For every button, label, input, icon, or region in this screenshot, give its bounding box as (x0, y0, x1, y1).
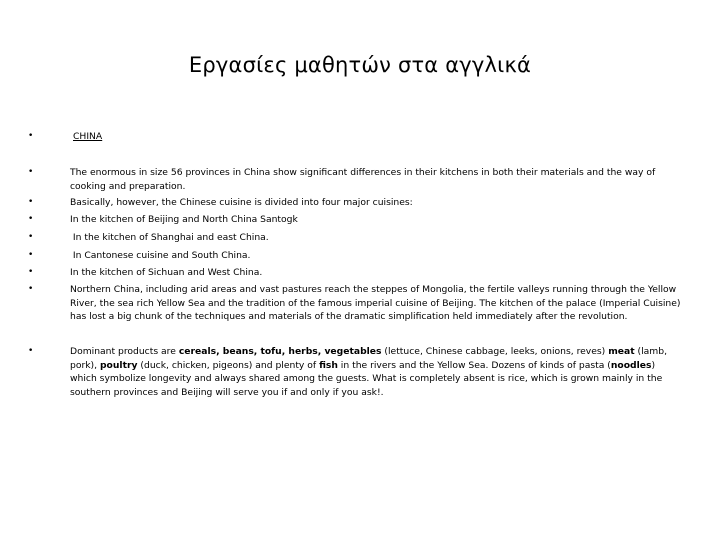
bullet-marker: • (28, 232, 34, 242)
bold-run: cereals, beans, tofu, herbs, vegetables (178, 346, 382, 357)
bold-run: fish (319, 359, 338, 371)
dominant-products-text (70, 345, 683, 399)
bullet-marker: • (28, 167, 34, 177)
bullet-marker: • (28, 346, 34, 356)
bullet-item-7 (28, 283, 683, 324)
bullet-marker: • (28, 131, 34, 141)
bold-run: poultry (99, 359, 138, 371)
bullet-text: Northern China, including arid areas and vast pastures reach the steppes of Mongolia, the fertile valleys running through the Yellow River, the sea rich Yellow Sea and the tradition of the famous imperial cuisine of Beijing. The kitchen of the palace (Imperial Cuisine) has lost a big chunk of the techniques and materials of the dramatic simplification held immediately after the revolution. (70, 284, 681, 323)
bullet-item-8 (28, 345, 683, 399)
bullet-text: In Cantonese cuisine and South China. (70, 250, 251, 261)
text-run: (lettuce, Chinese cabbage, leeks, onions, reves) (381, 346, 609, 357)
bullet-text: In the kitchen of Shanghai and east China. (70, 232, 269, 243)
bullet-item-3 (28, 213, 683, 227)
bullet-marker: • (28, 214, 34, 224)
bold-run: noodles (610, 359, 652, 371)
text-run: in the rivers and the Yellow Sea. Dozens of kinds of pasta ( (337, 359, 611, 371)
bullet-text: Basically, however, the Chinese cuisine is divided into four major cuisines: (70, 197, 413, 208)
bullet-marker: • (28, 250, 34, 260)
bullet-marker: • (28, 197, 34, 207)
text-run: ) which symbolize longevity and always shared among the guests. What is completely absent is rice, which is grown mainly in the southern provinces and Beijing will serve you if and only if you ask!. (70, 359, 663, 398)
bullet-text: The enormous in size 56 provinces in China show significant differences in their kitchens in both their materials and the way of cooking and preparation. (70, 167, 656, 192)
text-run: (duck, chicken, pigeons) and plenty of (137, 359, 320, 371)
bullet-marker: • (28, 284, 34, 294)
bullet-item-1 (28, 166, 683, 193)
bullet-text: In the kitchen of Sichuan and West China. (70, 267, 263, 278)
bullet-item-6 (28, 266, 683, 280)
bullet-heading (28, 130, 683, 144)
text-run: (lamb, pork), (70, 346, 667, 371)
bullet-item-4 (28, 231, 683, 245)
slide-title: Εργασίες μαθητών στα αγγλικά (188, 53, 532, 77)
bold-run: meat (608, 346, 635, 357)
bullet-item-5 (28, 249, 683, 263)
text-run: Dominant products are (70, 346, 179, 357)
bullet-text: In the kitchen of Beijing and North China Santogk (70, 214, 298, 225)
bullet-item-2 (28, 196, 683, 210)
heading-text: CHINA (73, 131, 103, 142)
bullet-marker: • (28, 267, 34, 277)
